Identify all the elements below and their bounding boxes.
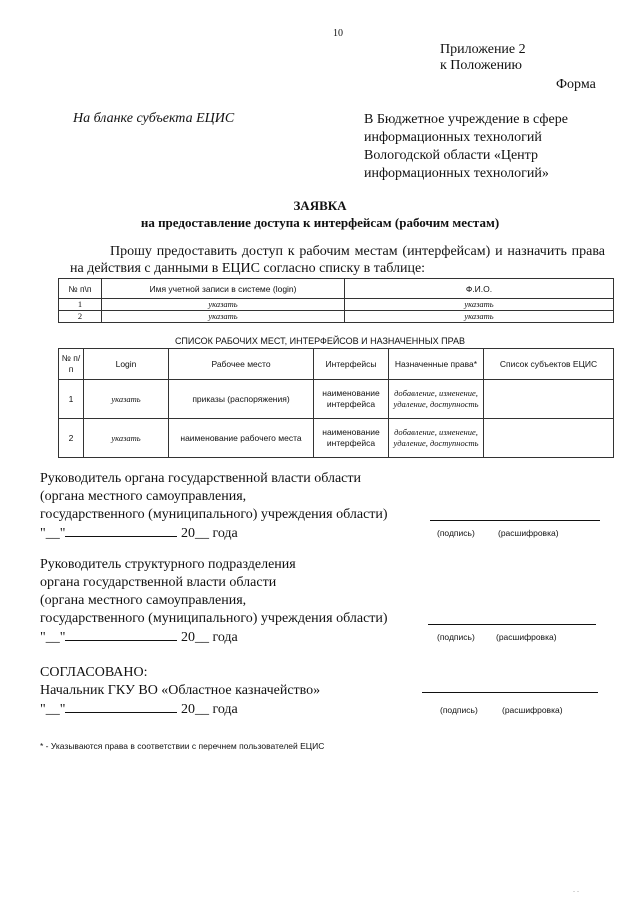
appendix-header: [440, 42, 526, 74]
col-header-subjects: Список субъектов ЕЦИС: [484, 349, 614, 380]
cell-number: 1: [59, 380, 84, 419]
letterhead-note: На бланке субъекта ЕЦИС: [73, 111, 235, 126]
page-number: 10: [333, 28, 343, 39]
title-main: ЗАЯВКА: [293, 198, 347, 213]
cell-number: 2: [59, 419, 84, 458]
cell-subjects: [484, 380, 614, 419]
col-header-number: № п\п: [59, 279, 102, 299]
cell-number: 2: [59, 311, 102, 323]
sign-caption: (подпись): [437, 632, 475, 642]
cell-interface: наименование интерфейса: [314, 419, 389, 458]
col-header-login: Login: [84, 349, 169, 380]
date-line: [40, 524, 388, 543]
sign-caption: (подпись): [437, 528, 475, 538]
cell-login: указать: [84, 419, 169, 458]
cell-workplace: приказы (распоряжения): [169, 380, 314, 419]
cell-rights: добавление, изменение, удаление, доступность: [389, 419, 484, 458]
signatory-line: государственного (муниципального) учреждения области): [40, 507, 388, 522]
cell-fio: указать: [345, 299, 614, 311]
col-header-fio: Ф.И.О.: [345, 279, 614, 299]
signatory-line: Начальник ГКУ ВО «Областное казначейство»: [40, 683, 321, 698]
cell-workplace: наименование рабочего места: [169, 419, 314, 458]
table-row: [59, 380, 614, 419]
appendix-line-1: Приложение 2: [440, 42, 526, 57]
cell-login: указать: [84, 380, 169, 419]
date-day: "__": [40, 526, 66, 541]
col-header-number: № п/п: [59, 349, 84, 380]
signature-line: [428, 624, 596, 625]
addressee: В Бюджетное учреждение в сфере информационных технологий Вологодской области «Центр информационных технологий»: [364, 112, 568, 181]
accounts-table: [58, 278, 614, 323]
workplaces-table-caption: СПИСОК РАБОЧИХ МЕСТ, ИНТЕРФЕЙСОВ И НАЗНАЧЕННЫХ ПРАВ: [174, 336, 466, 346]
table-row: [59, 419, 614, 458]
cell-login: указать: [102, 311, 345, 323]
scan-mark: . .: [573, 885, 579, 894]
title-sub: на предоставление доступа к интерфейсам (рабочим местам): [140, 215, 500, 230]
table-header-row: [59, 279, 614, 299]
decode-caption: (расшифровка): [502, 705, 563, 715]
signature-block-head: [40, 470, 388, 543]
date-day: "__": [40, 630, 66, 645]
date-year: 20__ года: [180, 630, 238, 645]
signature-block-department: [40, 556, 388, 647]
cell-number: 1: [59, 299, 102, 311]
appendix-line-2: к Положению: [440, 58, 523, 73]
signatory-line: органа государственной власти области: [40, 575, 277, 590]
date-year: 20__ года: [180, 526, 238, 541]
signatory-line: СОГЛАСОВАНО:: [40, 665, 148, 680]
col-header-interfaces: Интерфейсы: [314, 349, 389, 380]
date-day: "__": [40, 702, 66, 717]
col-header-login: Имя учетной записи в системе (login): [102, 279, 345, 299]
workplaces-table: [58, 348, 614, 458]
signatory-line: Руководитель органа государственной власти области: [40, 471, 361, 486]
cell-rights: добавление, изменение, удаление, доступность: [389, 380, 484, 419]
decode-caption: (расшифровка): [496, 632, 557, 642]
signatory-line: (органа местного самоуправления,: [40, 593, 247, 608]
signatory-line: Руководитель структурного подразделения: [40, 557, 296, 572]
cell-fio: указать: [345, 311, 614, 323]
date-line: [40, 700, 320, 719]
col-header-workplace: Рабочее место: [169, 349, 314, 380]
sign-caption: (подпись): [440, 705, 478, 715]
signature-block-approval: [40, 664, 320, 719]
date-year: 20__ года: [180, 702, 238, 717]
document-title: [0, 197, 640, 231]
table-row: [59, 311, 614, 323]
intro-text: Прошу предоставить доступ к рабочим местам (интерфейсам) и назначить права на действия с данными в ЕЦИС согласно списку в таблице:: [70, 244, 605, 276]
signature-line: [430, 520, 600, 521]
table-row: [59, 299, 614, 311]
col-header-rights: Назначенные права*: [389, 349, 484, 380]
decode-caption: (расшифровка): [498, 528, 559, 538]
intro-paragraph: [70, 243, 605, 277]
cell-subjects: [484, 419, 614, 458]
signatory-line: государственного (муниципального) учреждения области): [40, 611, 388, 626]
cell-login: указать: [102, 299, 345, 311]
cell-interface: наименование интерфейса: [314, 380, 389, 419]
signature-line: [422, 692, 598, 693]
signatory-line: (органа местного самоуправления,: [40, 489, 247, 504]
date-line: [40, 628, 388, 647]
form-label: Форма: [556, 77, 596, 92]
table-header-row: [59, 349, 614, 380]
footnote: * - Указываются права в соответствии с перечнем пользователей ЕЦИС: [40, 741, 325, 751]
